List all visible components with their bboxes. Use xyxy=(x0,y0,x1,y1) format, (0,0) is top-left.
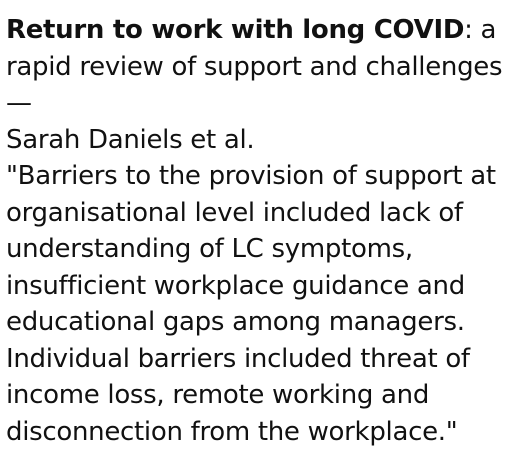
citation-card xyxy=(6,12,516,450)
article-quote: "Barriers to the provision of support at organisational level included lack of understanding of LC symptoms, insufficient workplace guidance and educational gaps among managers. Individual barriers included threat of income loss, remote working and disconnection from the workplace." xyxy=(6,161,496,447)
article-title: Return to work with long COVID xyxy=(6,15,465,45)
article-subtitle: : a rapid review of support and challenges — xyxy=(6,15,503,118)
article-author: Sarah Daniels et al. xyxy=(6,124,255,155)
citation-heading xyxy=(6,12,516,122)
